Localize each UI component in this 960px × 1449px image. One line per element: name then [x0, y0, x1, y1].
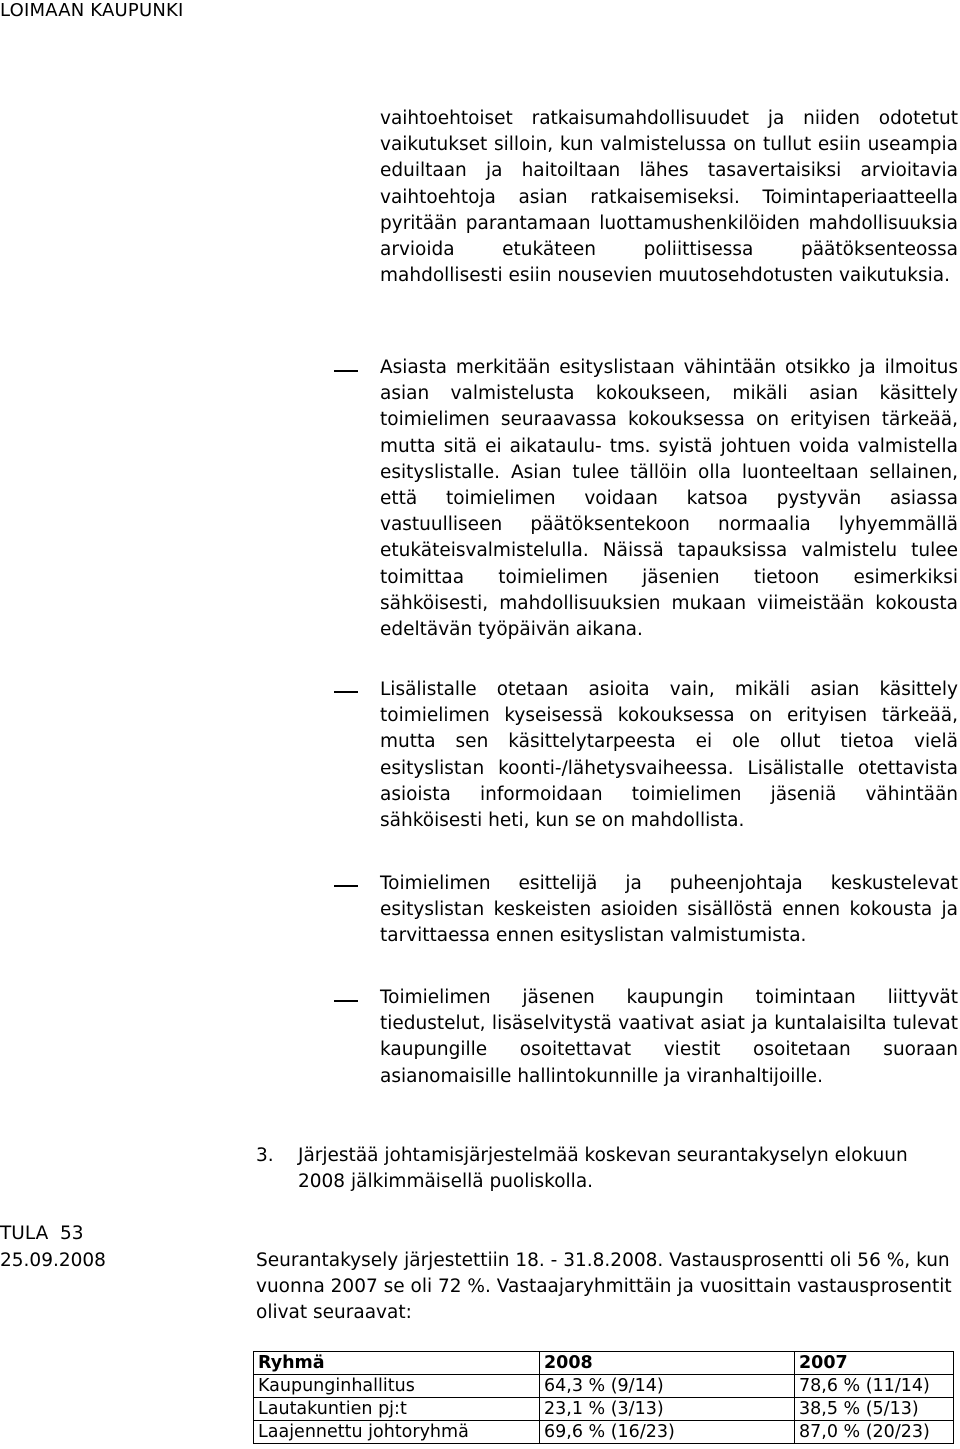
- table-cell: 87,0 % (20/23): [795, 1421, 954, 1444]
- column-header-2008: 2008: [540, 1352, 795, 1375]
- bullet-dash: [334, 370, 358, 372]
- bullet-dash: [334, 885, 358, 887]
- bullet-paragraph-4: Toimielimen jäsenen kaupungin toimintaan liittyvät tiedustelut, lisäselvitystä vaativat asiat ja kuntalaisilta tulevat kaupungille osoitettavat viestit osoitetaan suoraan asianomaisille hallintokunnille ja viranhaltijoille.: [380, 987, 958, 1087]
- bullet-dash: [334, 1000, 358, 1002]
- bullet-dash: [334, 691, 358, 693]
- bullet-paragraph-2: Lisälistalle otetaan asioita vain, mikäli asian käsittely toimielimen kyseisessä kokouksessa on erityisen tärkeää, mutta sen käsittelytarpeesta ei ole ollut tietoa vielä esityslistan koonti-/lähetysvaiheessa. Lisälistalle otettavista asioista informoidaan toimielimen jäseniä vähintään sähköisesti heti, kun se on mahdollista.: [380, 679, 958, 832]
- table-cell: 23,1 % (3/13): [540, 1398, 795, 1421]
- table-cell: Kaupunginhallitus: [254, 1375, 540, 1398]
- bullet-paragraph-1: Asiasta merkitään esityslistaan vähintään otsikko ja ilmoitus asian valmistelusta kokoukseen, mikäli asian käsittely toimielimen seuraavassa kokouksessa on erityisen tärkeää, mutta sitä ei aikataulu- tms. syistä johtuen voida valmistella esityslistalle. Asian tulee tällöin olla luonteeltaan sellainen, että toimielimen voidaan katsoa pystyvän asiassa vastuulliseen päätöksentekoon normaalia lyhyemmällä etukäteisvalmistelulla. Näissä tapauksissa valmistelu tulee toimittaa toimielimen jäsenien tietoon esimerkiksi sähköisesti, mahdollisuuksien mukaan viimeistään kokousta edeltävän työpäivän aikana.: [380, 357, 958, 641]
- item-text: Järjestää johtamisjärjestelmää koskevan seurantakyselyn elokuun 2008 jälkimmäisellä puoliskolla.: [298, 1145, 908, 1193]
- table-row: [254, 1421, 954, 1444]
- page-header-title: LOIMAAN KAUPUNKI: [0, 0, 184, 21]
- table-cell: 78,6 % (11/14): [795, 1375, 954, 1398]
- table-cell: 64,3 % (9/14): [540, 1375, 795, 1398]
- table-row: [254, 1398, 954, 1421]
- table-row: [254, 1375, 954, 1398]
- table-cell: 69,6 % (16/23): [540, 1421, 795, 1444]
- column-header-2007: 2007: [795, 1352, 954, 1375]
- section-date: 25.09.2008: [0, 1250, 106, 1271]
- column-header-group: Ryhmä: [254, 1352, 540, 1375]
- section-label: TULA 53: [0, 1223, 84, 1244]
- table-cell: Laajennettu johtoryhmä: [254, 1421, 540, 1444]
- table-cell: Lautakuntien pj:t: [254, 1398, 540, 1421]
- table-header-row: [254, 1352, 954, 1375]
- item-number: 3.: [256, 1145, 274, 1166]
- table-cell: 38,5 % (5/13): [795, 1398, 954, 1421]
- intro-paragraph: vaihtoehtoiset ratkaisumahdollisuudet ja niiden odotetut vaikutukset silloin, kun valmistelussa on tullut esiin useampia eduiltaan ja haitoiltaan lähes tasavertaisiksi arvioitavia vaihtoehtoja asian ratkaisemiseksi. Toimintaperiaatteella pyritään parantamaan luottamushenkilöiden mahdollisuuksia arvioida etukäteen poliittisessa päätöksenteossa mahdollisesti esiin nousevien muutosehdotusten vaikutuksia.: [380, 108, 958, 287]
- survey-paragraph: Seurantakysely järjestettiin 18. - 31.8.2008. Vastausprosentti oli 56 %, kun vuonna 2007 se oli 72 %. Vastaajaryhmittäin ja vuosittain vastausprosentit olivat seuraavat:: [256, 1250, 952, 1324]
- bullet-paragraph-3: Toimielimen esittelijä ja puheenjohtaja keskustelevat esityslistan keskeisten asioiden sisällöstä ennen kokousta ja tarvittaessa ennen esityslistan valmistumista.: [380, 873, 958, 947]
- response-rate-table: [253, 1351, 954, 1444]
